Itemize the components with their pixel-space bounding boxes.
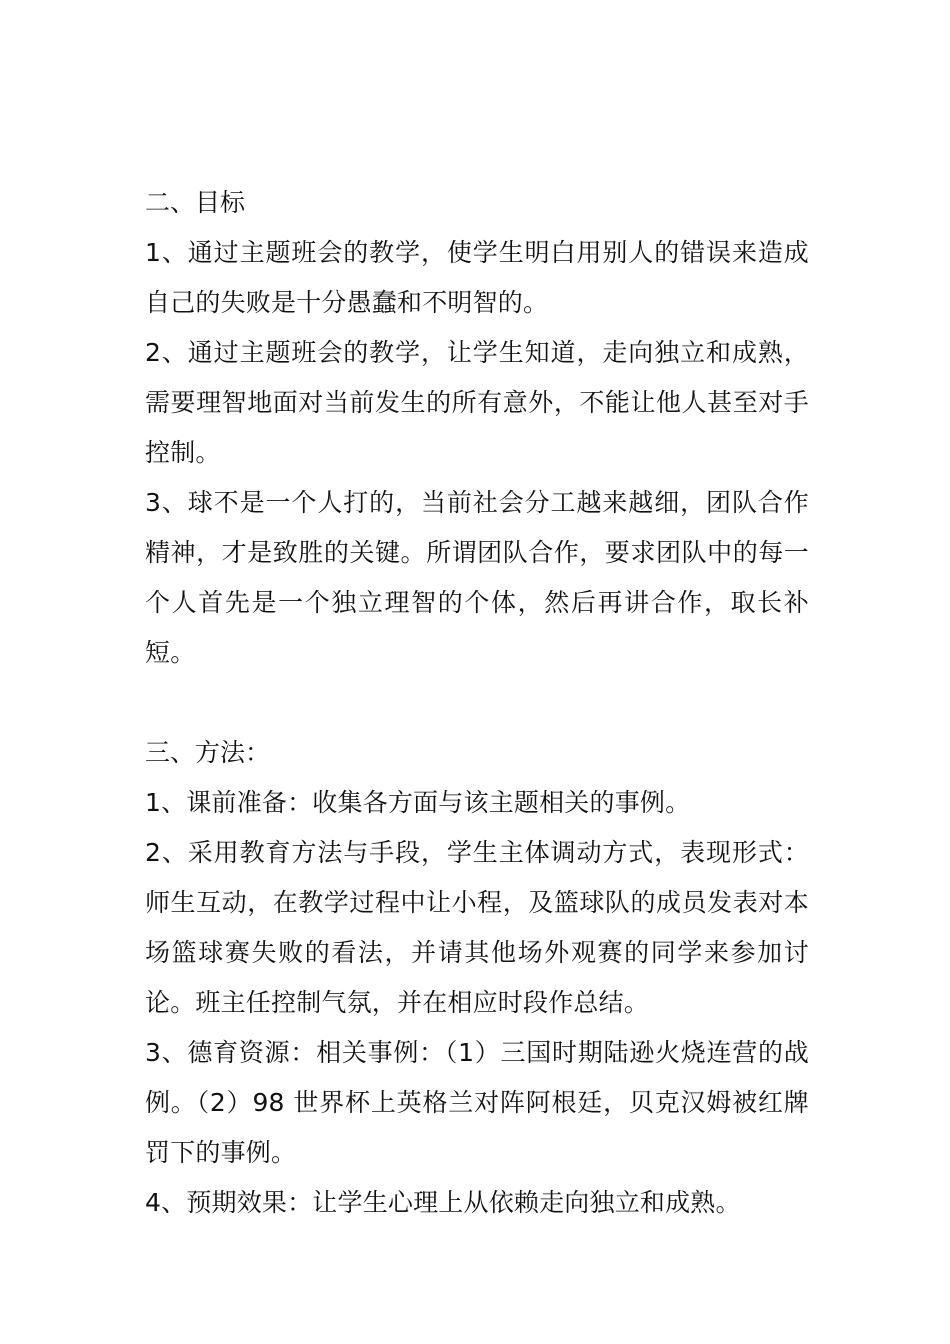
goal-item-3: 3、球不是一个人打的，当前社会分工越来越细，团队合作精神，才是致胜的关键。所谓团队合作，要求团队中的每一个人首先是一个独立理智的个体，然后再讲合作，取长补短。	[145, 488, 809, 667]
section-heading-methods: 三、方法：	[145, 738, 271, 767]
document-page	[145, 178, 809, 1228]
goal-item-2: 2、通过主题班会的教学，让学生知道，走向独立和成熟，需要理智地面对当前发生的所有意外，不能让他人甚至对手控制。	[145, 338, 809, 467]
method-item-4: 4、预期效果：让学生心理上从依赖走向独立和成熟。	[145, 1188, 741, 1217]
method-item-2: 2、采用教育方法与手段，学生主体调动方式，表现形式：师生互动，在教学过程中让小程，及篮球队的成员发表对本场篮球赛失败的看法，并请其他场外观赛的同学来参加讨论。班主任控制气氛，并在相应时段作总结。	[145, 838, 809, 1017]
method-item-1: 1、课前准备：收集各方面与该主题相关的事例。	[145, 788, 691, 817]
section-heading-goals: 二、目标	[145, 188, 246, 217]
section-spacer	[145, 678, 809, 728]
method-item-3: 3、德育资源：相关事例：（1）三国时期陆逊火烧连营的战例。（2）98 世界杯上英格兰对阵阿根廷，贝克汉姆被红牌罚下的事例。	[145, 1038, 809, 1167]
goal-item-1: 1、通过主题班会的教学，使学生明白用别人的错误来造成自己的失败是十分愚蠢和不明智的。	[145, 238, 809, 317]
